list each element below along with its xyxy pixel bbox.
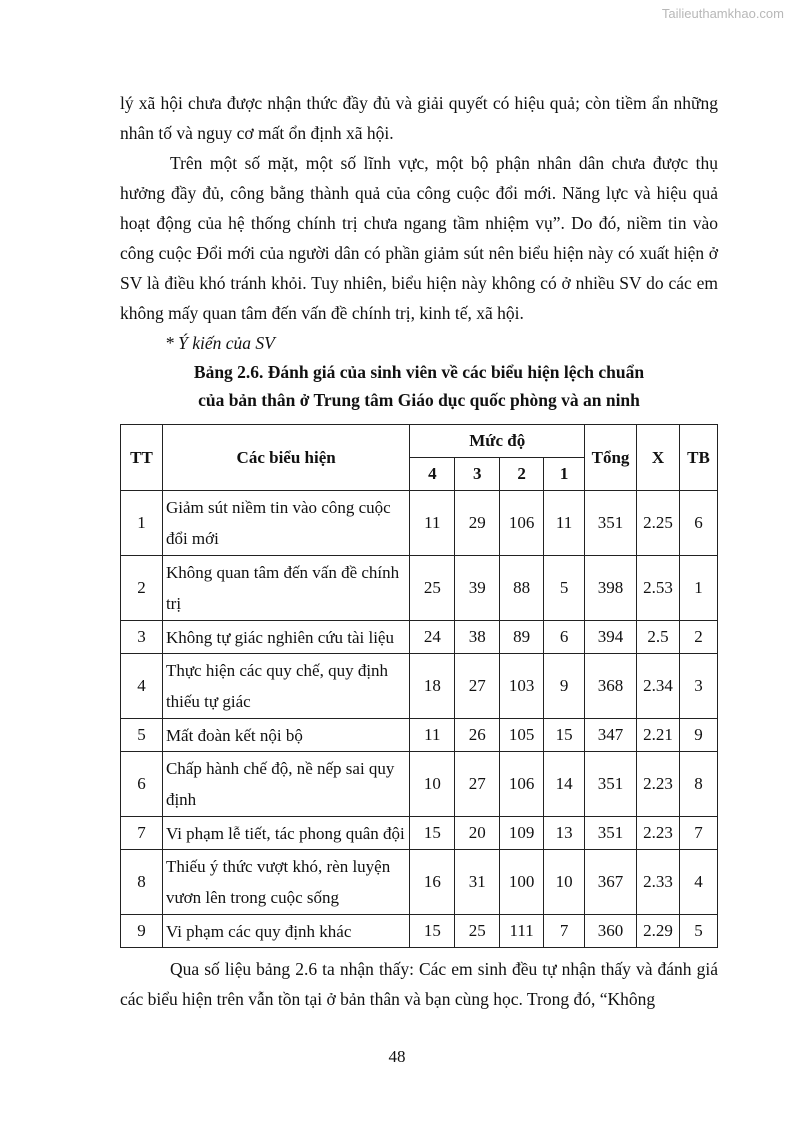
cell-level-2: 106 (500, 752, 544, 817)
cell-level-3: 29 (455, 491, 500, 556)
cell-desc: Mất đoàn kết nội bộ (162, 719, 409, 752)
paragraph-continued: lý xã hội chưa được nhận thức đầy đủ và giải quyết có hiệu quả; còn tiềm ẩn những nhân tố và nguy cơ mất ổn định xã hội. (120, 93, 718, 143)
cell-tb: 9 (679, 719, 717, 752)
cell-x: 2.23 (637, 752, 680, 817)
cell-tt: 5 (121, 719, 163, 752)
cell-desc: Vi phạm lễ tiết, tác phong quân đội (162, 817, 409, 850)
cell-x: 2.53 (637, 556, 680, 621)
cell-level-1: 13 (544, 817, 585, 850)
cell-level-1: 9 (544, 654, 585, 719)
cell-tb: 5 (679, 915, 717, 948)
cell-x: 2.5 (637, 621, 680, 654)
header-level-2: 2 (500, 458, 544, 491)
cell-tb: 8 (679, 752, 717, 817)
paragraph-analysis: Qua số liệu bảng 2.6 ta nhận thấy: Các em sinh đều tự nhận thấy và đánh giá các biểu hiện trên vẫn tồn tại ở bản thân và bạn cùng học. Trong đó, “Không (120, 959, 718, 1009)
note-label: * Ý kiến của SV (165, 333, 275, 353)
cell-level-4: 18 (410, 654, 455, 719)
cell-tt: 7 (121, 817, 163, 850)
top-text-block (120, 88, 718, 414)
table-row (121, 491, 718, 556)
cell-desc: Không tự giác nghiên cứu tài liệu (162, 621, 409, 654)
cell-tt: 1 (121, 491, 163, 556)
cell-level-2: 106 (500, 491, 544, 556)
table-row (121, 719, 718, 752)
cell-desc: Giảm sút niềm tin vào công cuộc đổi mới (162, 491, 409, 556)
cell-tong: 347 (585, 719, 637, 752)
cell-level-4: 25 (410, 556, 455, 621)
table-row (121, 850, 718, 915)
watermark-text: Tailieuthamkhao.com (661, 6, 784, 21)
cell-level-4: 15 (410, 915, 455, 948)
cell-x: 2.23 (637, 817, 680, 850)
table-caption-line-1: Bảng 2.6. Đánh giá của sinh viên về các biểu hiện lệch chuẩn (193, 362, 645, 382)
cell-level-3: 31 (455, 850, 500, 915)
cell-level-3: 20 (455, 817, 500, 850)
cell-level-2: 100 (500, 850, 544, 915)
cell-level-2: 109 (500, 817, 544, 850)
cell-desc: Vi phạm các quy định khác (162, 915, 409, 948)
cell-level-3: 26 (455, 719, 500, 752)
cell-level-1: 7 (544, 915, 585, 948)
cell-level-4: 24 (410, 621, 455, 654)
cell-tb: 6 (679, 491, 717, 556)
cell-tt: 4 (121, 654, 163, 719)
cell-level-3: 25 (455, 915, 500, 948)
cell-tong: 394 (585, 621, 637, 654)
cell-desc: Chấp hành chế độ, nề nếp sai quy định (162, 752, 409, 817)
header-bieu-hien: Các biểu hiện (162, 425, 409, 491)
header-level-1: 1 (544, 458, 585, 491)
cell-tb: 2 (679, 621, 717, 654)
cell-desc: Thực hiện các quy chế, quy định thiếu tự giác (162, 654, 409, 719)
cell-tong: 398 (585, 556, 637, 621)
cell-x: 2.21 (637, 719, 680, 752)
cell-level-3: 39 (455, 556, 500, 621)
cell-tt: 8 (121, 850, 163, 915)
cell-level-1: 11 (544, 491, 585, 556)
cell-level-4: 11 (410, 491, 455, 556)
table-row (121, 654, 718, 719)
cell-tt: 9 (121, 915, 163, 948)
header-tt: TT (121, 425, 163, 491)
cell-x: 2.34 (637, 654, 680, 719)
cell-level-2: 88 (500, 556, 544, 621)
cell-level-1: 10 (544, 850, 585, 915)
cell-level-4: 11 (410, 719, 455, 752)
table-row (121, 556, 718, 621)
cell-tong: 351 (585, 752, 637, 817)
cell-level-1: 15 (544, 719, 585, 752)
bottom-text-block (120, 954, 718, 1014)
table-row (121, 621, 718, 654)
table-row (121, 817, 718, 850)
cell-tt: 6 (121, 752, 163, 817)
page-number: 48 (388, 1047, 406, 1066)
cell-level-2: 89 (500, 621, 544, 654)
cell-x: 2.33 (637, 850, 680, 915)
cell-tong: 360 (585, 915, 637, 948)
header-x: X (637, 425, 680, 491)
cell-level-4: 15 (410, 817, 455, 850)
cell-level-2: 111 (500, 915, 544, 948)
cell-tong: 368 (585, 654, 637, 719)
cell-desc: Thiếu ý thức vượt khó, rèn luyện vươn lên trong cuộc sống (162, 850, 409, 915)
cell-level-3: 27 (455, 752, 500, 817)
header-muc-do: Mức độ (410, 425, 585, 458)
table-caption-line-2: của bản thân ở Trung tâm Giáo dục quốc phòng và an ninh (198, 390, 640, 410)
cell-level-1: 6 (544, 621, 585, 654)
cell-tt: 2 (121, 556, 163, 621)
cell-desc: Không quan tâm đến vấn đề chính trị (162, 556, 409, 621)
cell-level-4: 16 (410, 850, 455, 915)
header-tong: Tổng (585, 425, 637, 491)
evaluation-table (120, 424, 718, 948)
table-row (121, 752, 718, 817)
cell-tb: 3 (679, 654, 717, 719)
cell-level-2: 105 (500, 719, 544, 752)
cell-level-1: 14 (544, 752, 585, 817)
cell-tt: 3 (121, 621, 163, 654)
cell-tong: 351 (585, 491, 637, 556)
cell-level-1: 5 (544, 556, 585, 621)
header-tb: TB (679, 425, 717, 491)
cell-level-2: 103 (500, 654, 544, 719)
cell-level-3: 38 (455, 621, 500, 654)
cell-tb: 4 (679, 850, 717, 915)
table-row (121, 915, 718, 948)
paragraph-body: Trên một số mặt, một số lĩnh vực, một bộ phận nhân dân chưa được thụ hưởng đầy đủ, công bằng thành quả của công cuộc đổi mới. Năng lực và hiệu quả hoạt động của hệ thống chính trị chưa ngang tầm nhiệm vụ”. Do đó, niềm tin vào công cuộc Đổi mới của người dân có phần giảm sút nên biểu hiện này có xuất hiện ở SV là điều khó tránh khỏi. Tuy nhiên, biểu hiện này không có ở nhiều SV do các em không mấy quan tâm đến vấn đề chính trị, kinh tế, xã hội. (120, 153, 718, 323)
cell-level-3: 27 (455, 654, 500, 719)
cell-tong: 367 (585, 850, 637, 915)
cell-x: 2.29 (637, 915, 680, 948)
cell-tong: 351 (585, 817, 637, 850)
header-level-3: 3 (455, 458, 500, 491)
cell-tb: 7 (679, 817, 717, 850)
cell-tb: 1 (679, 556, 717, 621)
cell-level-4: 10 (410, 752, 455, 817)
header-level-4: 4 (410, 458, 455, 491)
cell-x: 2.25 (637, 491, 680, 556)
